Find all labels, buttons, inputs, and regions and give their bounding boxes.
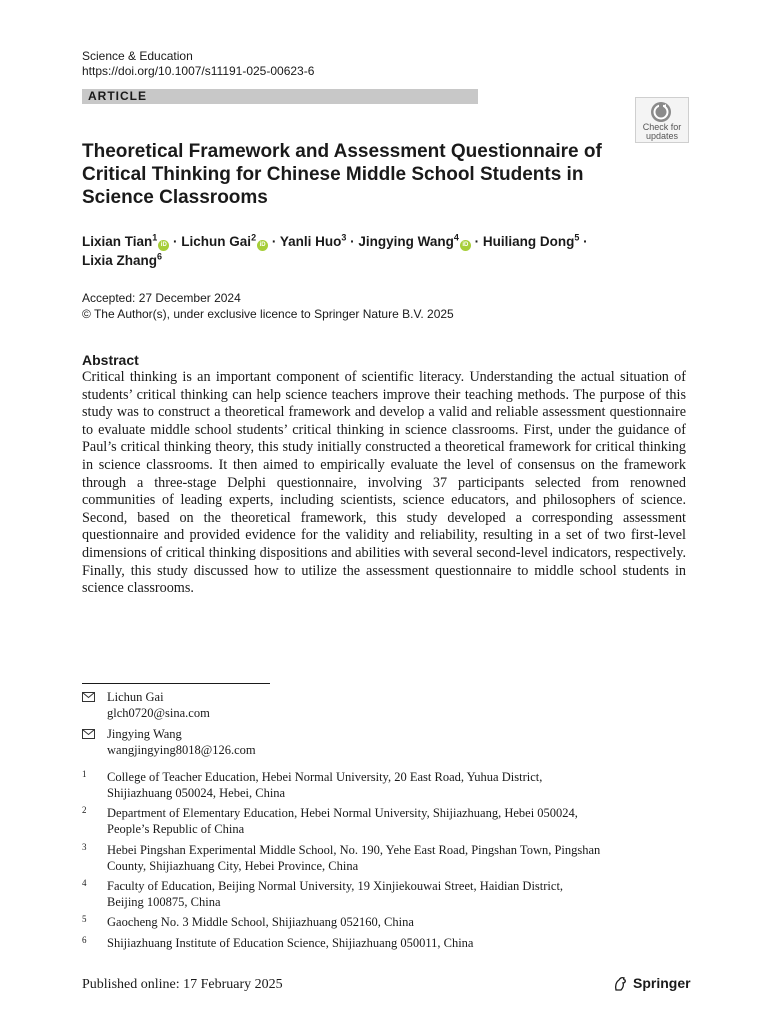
- author-separator: ·: [579, 234, 588, 249]
- author-affiliation-marker: 2: [251, 232, 257, 243]
- affiliation-line: Department of Elementary Education, Hebei Normal University, Shijiazhuang, Hebei 050024,: [107, 806, 578, 820]
- affiliation-line: County, Shijiazhuang City, Hebei Province, China: [107, 859, 359, 873]
- author-name[interactable]: Lichun Gai: [181, 234, 252, 249]
- journal-name: Science & Education: [82, 49, 193, 63]
- springer-horse-icon: [612, 976, 628, 992]
- author-affiliation-marker: 3: [341, 232, 347, 243]
- publisher-logo: [612, 975, 691, 992]
- check-updates-icon: [650, 101, 672, 123]
- abstract-heading: Abstract: [82, 352, 139, 368]
- orcid-icon[interactable]: iD: [257, 240, 268, 251]
- footnote-divider: [82, 683, 270, 684]
- correspondence-email[interactable]: wangjingying8018@126.com: [107, 743, 256, 757]
- author-separator: ·: [169, 234, 182, 249]
- author-name[interactable]: Jingying Wang: [358, 234, 454, 249]
- affiliation-number: 4: [82, 878, 87, 888]
- affiliation-number: 2: [82, 805, 87, 815]
- published-online-date: Published online: 17 February 2025: [82, 977, 283, 992]
- article-type-bar: [82, 89, 478, 104]
- author-name[interactable]: Huiliang Dong: [482, 234, 575, 249]
- affiliation-number: 5: [82, 914, 87, 924]
- affiliation-line: Faculty of Education, Beijing Normal University, 19 Xinjiekouwai Street, Haidian District,: [107, 879, 564, 893]
- affiliation-line: Hebei Pingshan Experimental Middle School, No. 190, Yehe East Road, Pingshan Town, Pingshan: [107, 843, 601, 857]
- author-list: [82, 232, 682, 270]
- correspondence-name: Lichun Gai: [107, 690, 164, 704]
- author-name[interactable]: Lixian Tian: [82, 234, 153, 249]
- author-name[interactable]: Yanli Huo: [279, 234, 342, 249]
- author-name[interactable]: Lixia Zhang: [82, 253, 158, 268]
- author-affiliation-marker: 1: [152, 232, 158, 243]
- affiliation-line: Gaocheng No. 3 Middle School, Shijiazhuang 052160, China: [107, 915, 414, 929]
- affiliation-number: 3: [82, 842, 87, 852]
- publisher-name: Springer: [633, 975, 691, 991]
- check-updates-text: Check for updates: [642, 122, 682, 141]
- affiliation-number: 1: [82, 769, 87, 779]
- copyright-line: © The Author(s), under exclusive licence to Springer Nature B.V. 2025: [82, 307, 454, 321]
- affiliation-line: Beijing 100875, China: [107, 895, 221, 909]
- author-separator: ·: [268, 234, 280, 249]
- author-affiliation-marker: 6: [157, 251, 163, 262]
- affiliation-line: Shijiazhuang 050024, Hebei, China: [107, 786, 286, 800]
- paper-title: Theoretical Framework and Assessment Questionnaire of Critical Thinking for Chinese Middle School Students in Science Classrooms: [82, 141, 602, 208]
- author-affiliation-marker: 5: [574, 232, 580, 243]
- publication-dates: [82, 290, 454, 322]
- envelope-icon: [82, 692, 95, 702]
- correspondence-name: Jingying Wang: [107, 727, 182, 741]
- article-type-label: ARTICLE: [88, 89, 147, 103]
- affiliation-number: 6: [82, 935, 87, 945]
- orcid-icon[interactable]: iD: [460, 240, 471, 251]
- author-separator: ·: [470, 234, 483, 249]
- affiliation-line: College of Teacher Education, Hebei Normal University, 20 East Road, Yuhua District,: [107, 770, 543, 784]
- author-affiliation-marker: 4: [453, 232, 459, 243]
- doi-link[interactable]: https://doi.org/10.1007/s11191-025-00623-6: [82, 64, 315, 78]
- accepted-date: Accepted: 27 December 2024: [82, 291, 241, 305]
- correspondence-email[interactable]: glch0720@sina.com: [107, 706, 210, 720]
- envelope-icon: [82, 729, 95, 739]
- abstract-text: Critical thinking is an important component of scientific literacy. Understanding the actual situation of students’ critical thinking can help science teachers improve their teaching methods. The purpose of this study was to construct a theoretical framework and develop a valid and reliable assessment questionnaire to evaluate middle school students’ critical thinking in science classrooms. First, under the guidance of Paul’s critical thinking theory, this study initially constructed a theoretical framework for critical thinking in science classrooms. It then aimed to empirically evaluate the level of consensus on the framework through a three-stage Delphi questionnaire, involving 37 participants selected from renowned communities of leading experts, including scientists, science educators, and philosophers of science. Second, based on the theoretical framework, this study developed a corresponding assessment questionnaire and provided evidence for the validity and reliability, resulting in a set of two first-level dimensions of critical thinking dispositions and abilities with several second-level indicators, respectively. Finally, this study discussed how to utilize the assessment questionnaire to middle school students in science classrooms.: [82, 369, 686, 597]
- affiliation-line: Shijiazhuang Institute of Education Science, Shijiazhuang 050011, China: [107, 936, 474, 950]
- author-separator: ·: [346, 234, 359, 249]
- check-for-updates-badge[interactable]: [635, 97, 689, 143]
- orcid-icon[interactable]: iD: [158, 240, 169, 251]
- affiliation-line: People’s Republic of China: [107, 822, 245, 836]
